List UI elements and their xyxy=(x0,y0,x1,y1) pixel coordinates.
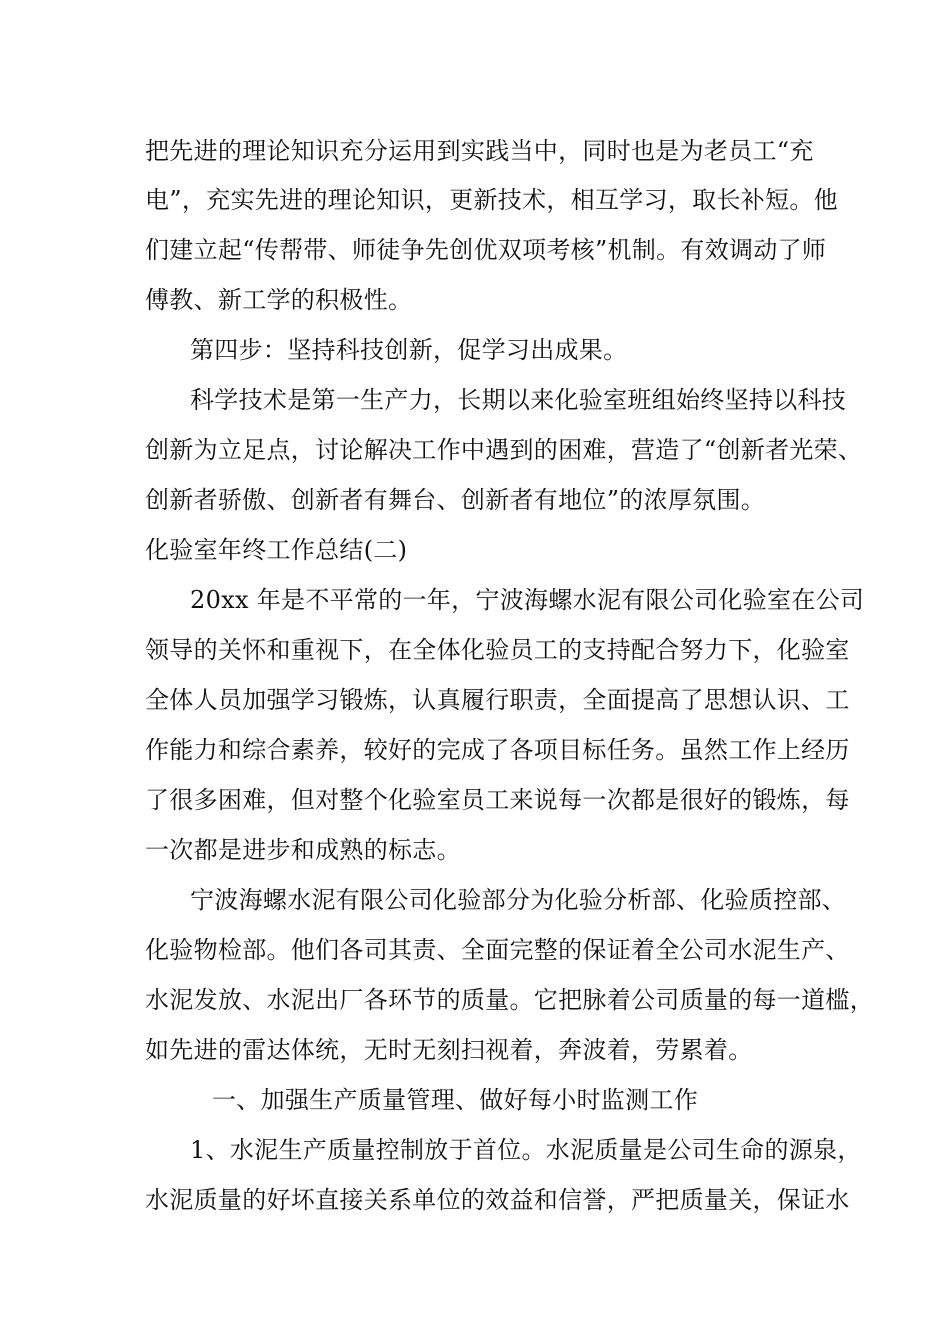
body-text-line: 创新为立足点，讨论解决工作中遇到的困难，营造了“创新者光荣、 xyxy=(145,436,863,464)
body-text-line: 作能力和综合素养，较好的完成了各项目标任务。虽然工作上经历 xyxy=(145,736,850,764)
section-title: 化验室年终工作总结(二) xyxy=(145,536,408,564)
body-text-line: 水泥质量的好坏直接关系单位的效益和信誉，严把质量关，保证水 xyxy=(145,1186,850,1214)
subsection-heading: 一、加强生产质量管理、做好每小时监测工作 xyxy=(212,1086,698,1114)
body-text-line: 把先进的理论知识充分运用到实践当中，同时也是为老员工“充 xyxy=(145,137,814,165)
body-text-line: 傅教、新工学的积极性。 xyxy=(145,286,413,314)
body-text-line: 一次都是进步和成熟的标志。 xyxy=(145,836,461,864)
body-text-line: 水泥发放、水泥出厂各环节的质量。它把脉着公司质量的每一道槛， xyxy=(145,986,874,1014)
body-text-line: 1、水泥生产质量控制放于首位。水泥质量是公司生命的源泉， xyxy=(190,1136,862,1164)
body-text-line: 电”，充实先进的理论知识，更新技术，相互学习，取长补短。他 xyxy=(145,186,838,214)
body-text-line: 化验物检部。他们各司其责、全面完整的保证着全公司水泥生产、 xyxy=(145,936,850,964)
body-text-line: 创新者骄傲、创新者有舞台、创新者有地位”的浓厚氛围。 xyxy=(145,486,766,514)
body-text-line: 如先进的雷达体统，无时无刻扫视着，奔波着，劳累着。 xyxy=(145,1036,753,1064)
body-text-line: 领导的关怀和重视下，在全体化验员工的支持配合努力下，化验室 xyxy=(145,636,850,664)
body-text-line: 们建立起“传帮带、师徒争先创优双项考核”机制。有效调动了师 xyxy=(145,236,827,264)
body-text-line: 全体人员加强学习锻炼，认真履行职责，全面提高了思想认识、工 xyxy=(145,686,850,714)
body-text-line: 了很多困难，但对整个化验室员工来说每一次都是很好的锻炼，每 xyxy=(145,786,850,814)
body-text-line: 科学技术是第一生产力，长期以来化验室班组始终坚持以科技 xyxy=(190,386,847,414)
body-text-line: 20xx 年是不平常的一年，宁波海螺水泥有限公司化验室在公司 xyxy=(190,586,865,614)
body-text-line: 宁波海螺水泥有限公司化验部分为化验分析部、化验质控部、 xyxy=(190,886,847,914)
section-step-heading: 第四步：坚持科技创新，促学习出成果。 xyxy=(190,336,628,364)
